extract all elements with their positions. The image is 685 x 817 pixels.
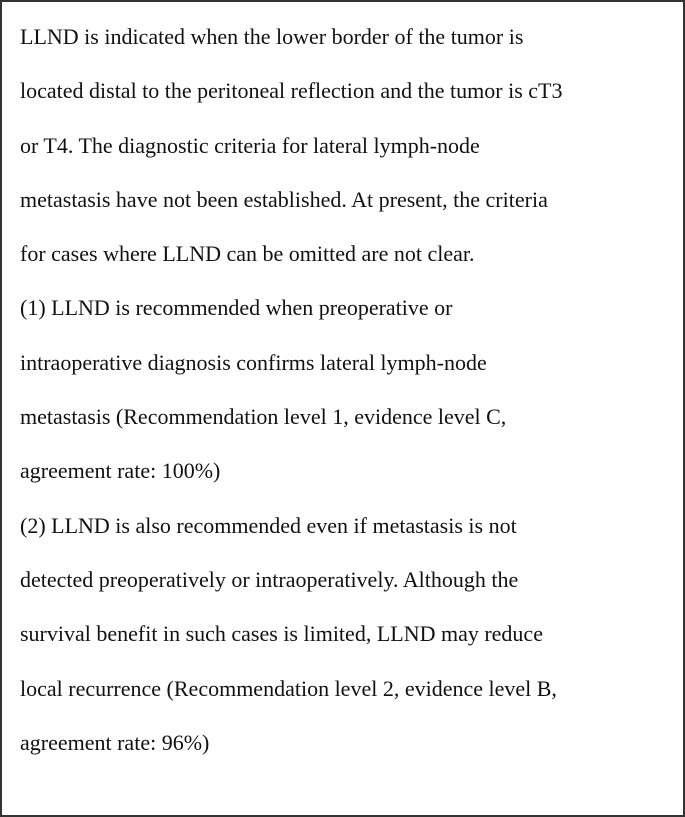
text-line: agreement rate: 100%): [20, 458, 221, 484]
text-line: survival benefit in such cases is limited, LLND may reduce: [20, 621, 543, 647]
text-line: LLND is indicated when the lower border of the tumor is: [20, 24, 524, 49]
text-line: intraoperative diagnosis confirms lateral lymph-node: [20, 349, 487, 375]
text-line: local recurrence (Recommendation level 2, evidence level B,: [20, 675, 557, 701]
text-line: metastasis have not been established. At present, the criteria: [20, 186, 548, 212]
text-line: metastasis (Recommendation level 1, evidence level C,: [20, 404, 507, 430]
text-line: or T4. The diagnostic criteria for lateral lymph-node: [20, 132, 480, 158]
text-line: for cases where LLND can be omitted are not clear.: [20, 241, 475, 267]
text-line: (1) LLND is recommended when preoperative or: [20, 295, 453, 321]
text-line: agreement rate: 96%): [20, 729, 210, 755]
text-line: (2) LLND is also recommended even if metastasis is not: [20, 512, 517, 538]
text-line: located distal to the peritoneal reflection and the tumor is cT3: [20, 78, 563, 104]
text-line: detected preoperatively or intraoperatively. Although the: [20, 566, 519, 592]
